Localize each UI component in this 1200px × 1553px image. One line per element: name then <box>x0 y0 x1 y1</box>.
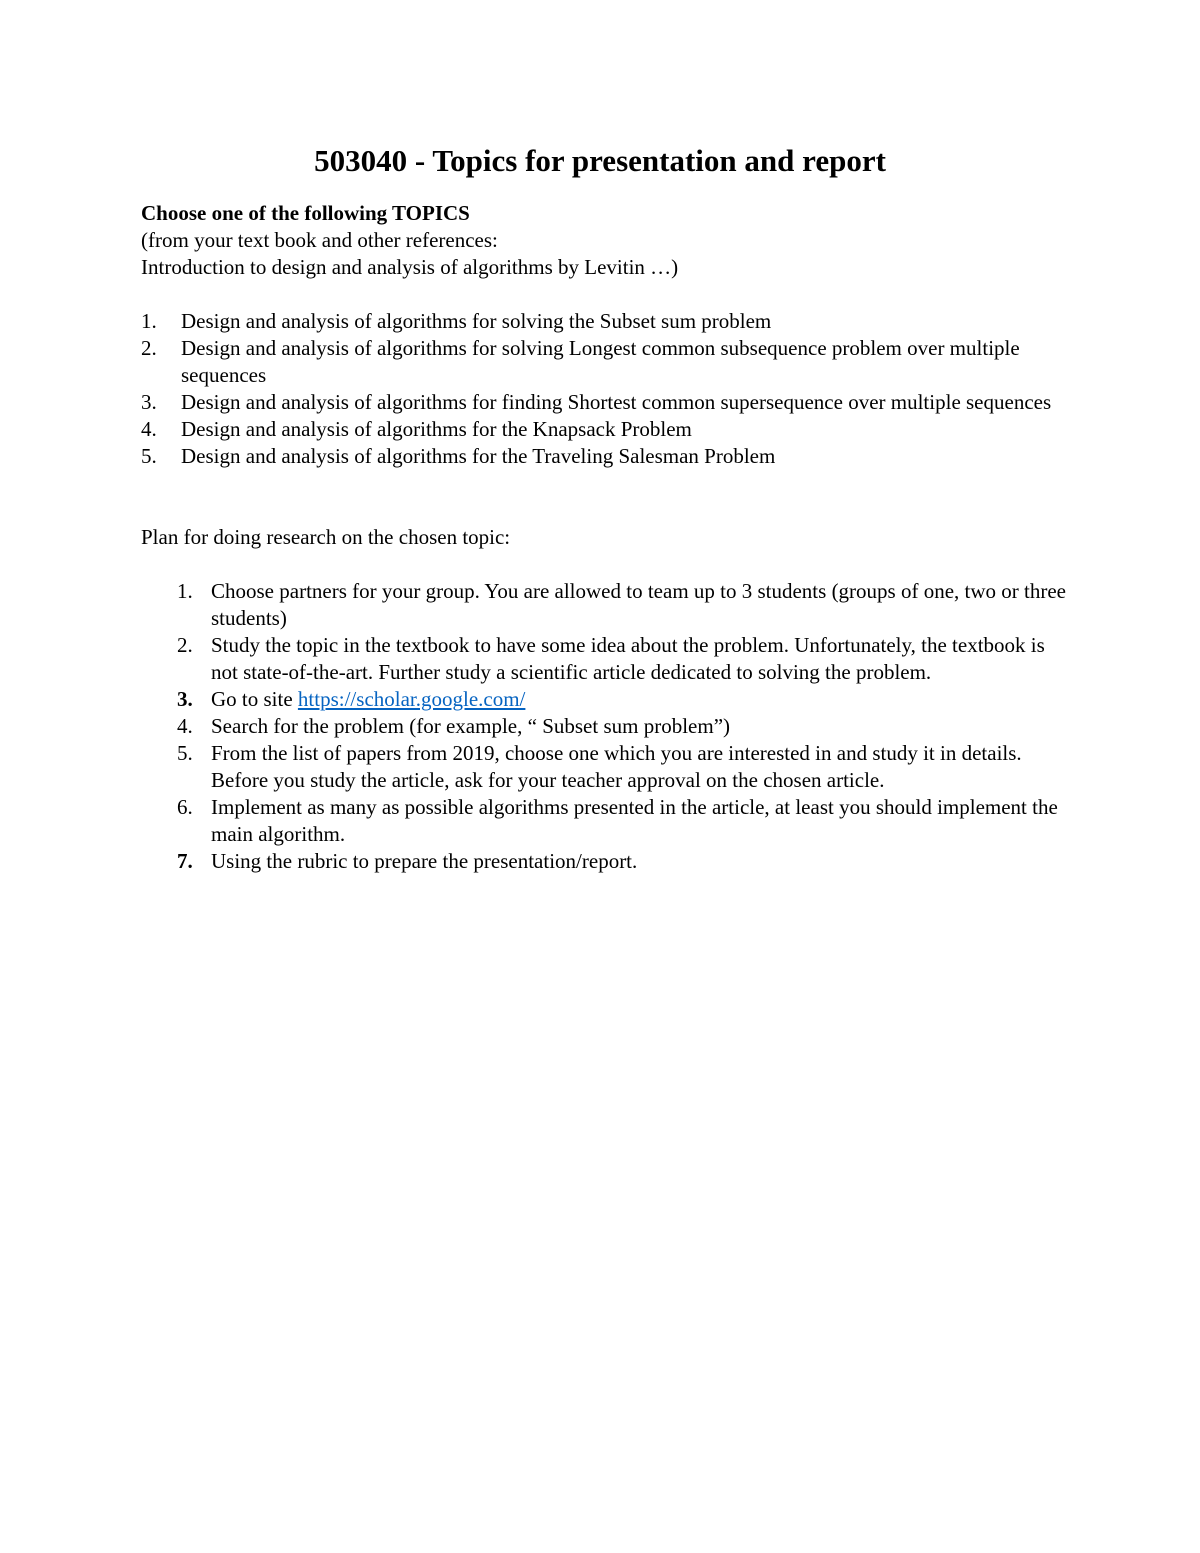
plan-step <box>141 578 1071 632</box>
topic-item <box>141 416 1071 443</box>
plan-step-number: 7. <box>177 849 193 873</box>
plan-step-text: Implement as many as possible algorithms presented in the article, at least you should implement the main algorithm. <box>211 795 1058 846</box>
plan-step-text: Choose partners for your group. You are allowed to team up to 3 students (groups of one, two or three students) <box>211 579 1067 630</box>
plan-step-number: 6. <box>177 795 193 819</box>
plan-step <box>141 632 1071 686</box>
plan-step <box>141 713 1071 740</box>
plan-step-text: Study the topic in the textbook to have some idea about the problem. Unfortunately, the textbook is not state-of-the-art. Further study a scientific article dedicated to solving the problem. <box>211 633 1045 684</box>
topic-text: Design and analysis of algorithms for solving the Subset sum problem <box>181 309 772 333</box>
topic-item <box>141 308 1071 335</box>
plan-step-number: 3. <box>177 687 193 711</box>
topics-heading: Choose one of the following TOPICS <box>141 201 470 225</box>
topic-item <box>141 389 1071 416</box>
intro-line-2: Introduction to design and analysis of algorithms by Levitin …) <box>141 255 679 279</box>
topics-list <box>141 308 1071 470</box>
plan-step-text: Using the rubric to prepare the presentation/report. <box>211 849 638 873</box>
topic-number: 5. <box>141 444 157 468</box>
topic-text: Design and analysis of algorithms for finding Shortest common supersequence over multiple sequences <box>181 390 1052 414</box>
topic-text: Design and analysis of algorithms for the Knapsack Problem <box>181 417 692 441</box>
plan-step-number: 1. <box>177 579 193 603</box>
plan-step <box>141 686 1071 713</box>
plan-step <box>141 848 1071 875</box>
plan-step <box>141 740 1071 794</box>
intro-line-1: (from your text book and other references: <box>141 228 498 252</box>
plan-step <box>141 794 1071 848</box>
page-title: 503040 - Topics for presentation and report <box>314 143 886 178</box>
plan-steps-list <box>141 578 1071 875</box>
plan-step-number: 5. <box>177 741 193 765</box>
document-body <box>141 200 1071 875</box>
topic-text: Design and analysis of algorithms for solving Longest common subsequence problem over multiple sequences <box>181 336 1020 387</box>
plan-step-number: 2. <box>177 633 193 657</box>
topic-text: Design and analysis of algorithms for the Traveling Salesman Problem <box>181 444 776 468</box>
plan-step-number: 4. <box>177 714 193 738</box>
plan-step-text: Go to site <box>211 687 298 711</box>
topic-number: 1. <box>141 309 157 333</box>
topic-number: 3. <box>141 390 157 414</box>
scholar-link[interactable]: https://scholar.google.com/ <box>297 687 526 711</box>
plan-step-text: Search for the problem (for example, “ Subset sum problem”) <box>211 714 731 738</box>
plan-heading: Plan for doing research on the chosen topic: <box>141 525 511 549</box>
topic-number: 2. <box>141 336 157 360</box>
topic-number: 4. <box>141 417 157 441</box>
plan-step-text: From the list of papers from 2019, choose one which you are interested in and study it in details. Before you study the article, ask for your teacher approval on the chosen article. <box>211 741 1022 792</box>
topic-item <box>141 443 1071 470</box>
topic-item <box>141 335 1071 389</box>
